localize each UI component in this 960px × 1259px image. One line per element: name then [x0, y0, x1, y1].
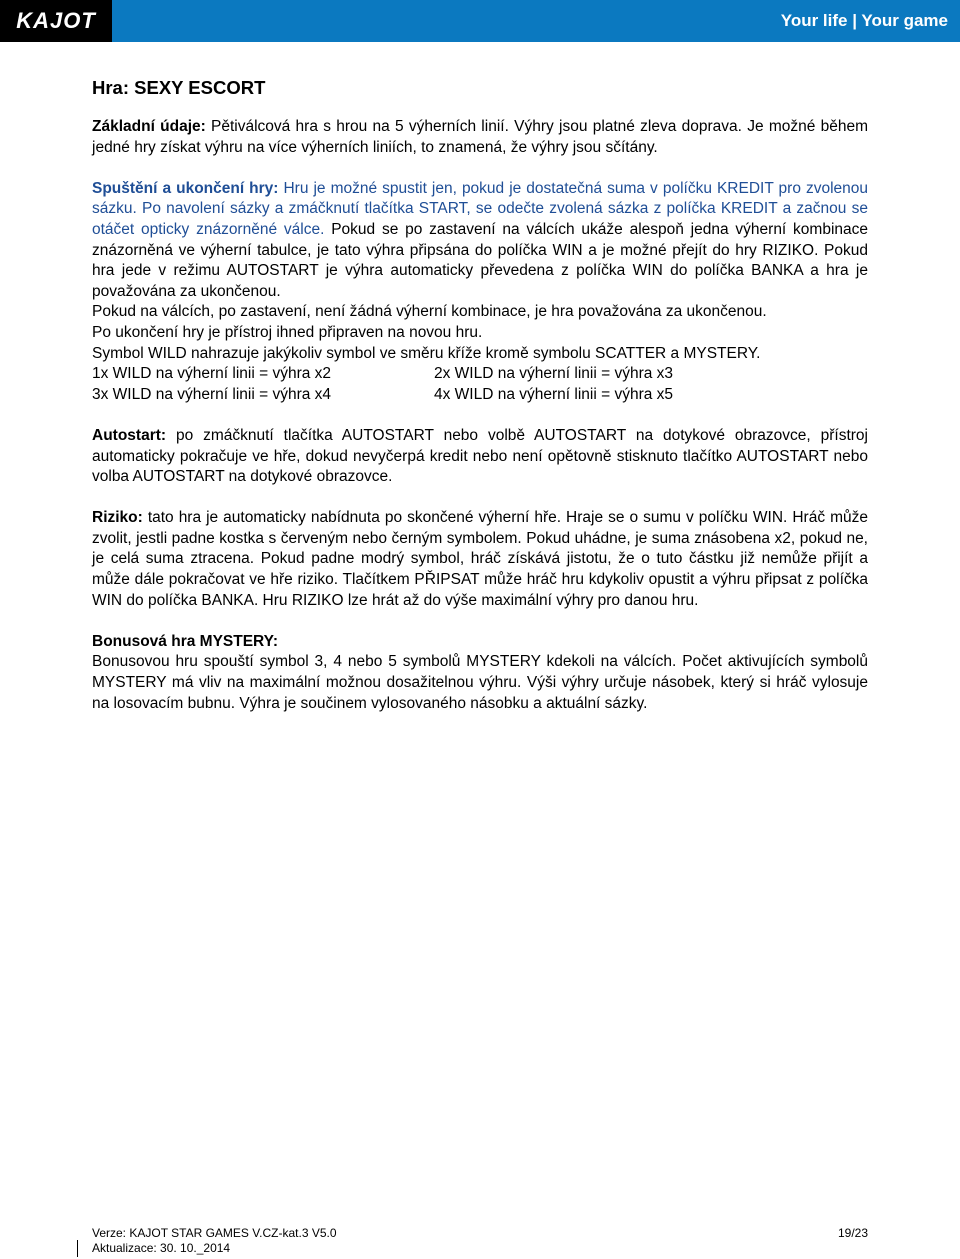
text-ready: Po ukončení hry je přístroj ihned připraven na novou hru. — [92, 323, 483, 341]
text-wild: Symbol WILD nahrazuje jakýkoliv symbol ve směru kříže kromě symbolu SCATTER a MYSTERY. — [92, 344, 761, 362]
label-autostart: Autostart: — [92, 426, 167, 444]
text-start-end-b: Pokud se po zastavení na válcích ukáže alespoň jedna výherní kombinace znázorněná ve výherní tabulce, je tato výhra připsána do políčka WIN a je možné přejít do hry RIZIKO. Pokud hra jede v režimu AUTOSTART je výhra automaticky převedena z políčka WIN do políčka BANKA a hra je považována za ukončenou. — [92, 220, 869, 300]
label-risk: Riziko: — [92, 509, 143, 527]
text-autostart: po zmáčknutí tlačítka AUTOSTART nebo volbě AUTOSTART na dotykové obrazovce, přístroj automaticky pokračuje ve hře, dokud nevyčerpá kredit nebo není opětovně stisknuto tlačítko AUTOSTART nebo volba AUTOSTART na dotykové obrazovce. — [92, 426, 868, 486]
wild-cell: 3x WILD na výherní linii = výhra x4 — [92, 385, 332, 403]
label-basic-info: Základní údaje: — [92, 118, 206, 135]
paragraph-autostart — [92, 426, 868, 488]
page-header — [0, 0, 960, 42]
page-title: Hra: SEXY ESCORT — [92, 77, 266, 98]
label-mystery: Bonusová hra MYSTERY: — [92, 632, 279, 650]
text-mystery: Bonusovou hru spouští symbol 3, 4 nebo 5 symbolů MYSTERY kdekoli na válcích. Počet aktivujících symbolů MYSTERY má vliv na maximální možnou dosažitelnou výhru. Výši výhry určuje násobek, který si hráč vylosuje na losovacím bubnu. Výhra je součinem vylosovaného násobku a aktuální sázky. — [92, 653, 868, 712]
footer-page-number: 19/23 — [837, 1226, 868, 1240]
wild-cell: 4x WILD na výherní linii = výhra x5 — [434, 385, 674, 403]
text-basic-info: Pětiválcová hra s hrou na 5 výherních linií. Výhry jsou platné zleva doprava. Je možné během jedné hry získat výhru na více výherních liniích, to znamená, že výhry jsou sčítány. — [92, 118, 868, 156]
paragraph-basic-info — [92, 117, 868, 158]
footer-version: Verze: KAJOT STAR GAMES V.CZ-kat.3 V5.0 — [92, 1226, 337, 1240]
paragraph-risk — [92, 508, 868, 611]
kajot-logo: KAJOT — [0, 0, 112, 42]
footer-change-bar — [77, 1240, 78, 1257]
text-start-end-a: Hru je možné spustit jen, pokud je dostatečná suma v políčku KREDIT pro zvolenou sázku. Po navolení sázky a zmáčknutí tlačítka START, se odečte zvolená sázka z políčka KREDIT a začnou se otáčet opticky znázorněné válce. — [92, 179, 869, 238]
page-footer — [92, 1226, 868, 1256]
wild-cell: 2x WILD na výherní linii = výhra x3 — [434, 365, 674, 383]
text-no-win: Pokud na válcích, po zastavení, není žádná výherní kombinace, je hra považována za ukončenou. — [92, 303, 767, 321]
wild-row — [92, 364, 868, 385]
document-body — [92, 76, 868, 714]
paragraph-start-end — [92, 179, 868, 303]
wild-cell: 1x WILD na výherní linii = výhra x2 — [92, 365, 332, 383]
footer-updated: Aktualizace: 30. 10._2014 — [92, 1241, 231, 1255]
header-slogan: Your life | Your game — [780, 11, 948, 30]
label-start-end: Spuštění a ukončení hry: — [92, 179, 279, 197]
text-risk: tato hra je automaticky nabídnuta po skončené výherní hře. Hraje se o sumu v políčku WIN. Hráč může zvolit, jestli padne kostka s červeným nebo černým symbolem. Pokud uhádne, je suma znásobena x2, pokud ne, je celá suma ztracena. Pokud padne modrý symbol, hráč získává jistotu, že o tuto částku již nemůže přijít a může dále pokračovat ve hře riziko. Tlačítkem PŘIPSAT může hráč hru kdykoliv opustit a výhru připsat z políčka WIN do políčka BANKA. Hru RIZIKO lze hrát až do výše maximální výhry pro danou hru. — [92, 509, 868, 609]
wild-row — [92, 385, 868, 406]
